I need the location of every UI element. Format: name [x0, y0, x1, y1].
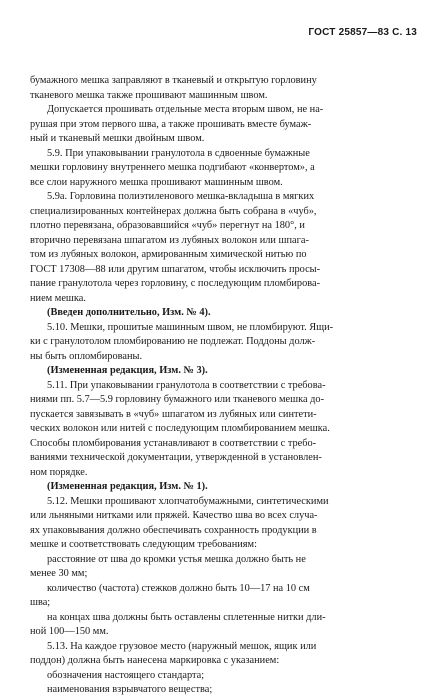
text-line: вторично перевязана шпагатом из лубяных волокон или шпага- [30, 234, 309, 246]
text-line: обозначения настоящего стандарта; [47, 669, 205, 681]
text-line: шва; [30, 597, 51, 608]
text-line: все слои наружного мешка прошивают машинным швом. [30, 176, 283, 188]
text-line: менее 30 мм; [30, 568, 88, 579]
text-line: Способы пломбирования устанавливают в соответствии с требо- [30, 437, 317, 449]
text-line: расстояние от шва до кромки устья мешка должно быть не [47, 553, 306, 565]
text-line: 5.11. При упаковывании гранулотола в соответствии с требова- [47, 379, 326, 391]
text-line: или льняными нитками или пряжей. Качество шва во всех случа- [30, 510, 318, 521]
text-line: ваниями технической документации, утвержденной в установлен- [30, 452, 322, 463]
text-line: том из лубяных волокон, армированным химической нитью по [30, 249, 307, 260]
text-line: Допускается прошивать отдельные места вторым швом, не на- [47, 104, 324, 115]
text-line: ки с гранулотолом пломбированию не подлежат. Поддоны долж- [30, 336, 316, 347]
text-line: 5.9а. Горловина полиэтиленового мешка-вкладыша в мягких [47, 191, 315, 202]
text-line: мешки горловину внутреннего мешка подгибают «конвертом», а [30, 162, 315, 173]
amendment-note: (Введен дополнительно, Изм. № 4). [47, 307, 211, 318]
text-line: ный и тканевый мешки двойным швом. [30, 133, 205, 144]
page-header: ГОСТ 25857—83 С. 13 [308, 27, 417, 38]
text-line: плотно перевязана, образовавшийся «чуб» перегнут на 180°, и [30, 220, 305, 231]
text-line: ниями пп. 5.7—5.9 горловину бумажного или тканевого мешка до- [30, 394, 325, 405]
text-line: 5.13. На каждое грузовое место (наружный мешок, ящик или [47, 640, 317, 652]
text-line: тканевого мешка также прошивают машинным швом. [30, 89, 268, 101]
text-line: рушая при этом первого шва, а также прошивать вместе бумаж- [30, 118, 312, 130]
amendment-note: (Измененная редакция, Изм. № 3). [47, 365, 208, 376]
text-line: пание гранулотола через горловину, с последующим пломбирова- [30, 278, 321, 289]
document-body [30, 74, 416, 698]
text-line: на концах шва должны быть оставлены сплетенные нитки дли- [47, 611, 326, 623]
text-line: ческих волокон или нитей с последующим пломбированием мешка. [30, 423, 330, 434]
text-line: поддон) должна быть нанесена маркировка с указанием: [30, 655, 280, 666]
text-line: ГОСТ 17308—88 или другим шпагатом, чтобы исключить просы- [30, 263, 321, 275]
text-line: наименования взрывчатого вещества; [47, 684, 213, 695]
text-line: ной 100—150 мм. [30, 626, 109, 637]
text-line: пускается завязывать в «чуб» шпагатом из лубяных или синтети- [30, 408, 317, 420]
text-line: 5.10. Мешки, прошитые машинным швом, не пломбируют. Ящи- [47, 321, 334, 333]
text-line: ях упаковывания должно обеспечивать сохранность продукции в [30, 524, 317, 536]
text-line: 5.9. При упаковывании гранулотола в сдвоенные бумажные [47, 147, 310, 159]
text-line: бумажного мешка заправляют в тканевый и открытую горловину [30, 75, 317, 86]
text-line: количество (частота) стежков должно быть 10—17 на 10 см [47, 582, 310, 594]
text-line: специализированных контейнерах должна быть собрана в «чуб», [30, 205, 317, 217]
text-line: ном порядке. [30, 466, 88, 478]
text-line: 5.12. Мешки прошивают хлопчатобумажными, синтетическими [47, 495, 329, 507]
text-line: нием мешка. [30, 292, 86, 304]
text-line: ны быть опломбированы. [30, 350, 143, 362]
amendment-note: (Измененная редакция, Изм. № 1). [47, 481, 208, 492]
text-line: мешке и соответствовать следующим требованиям: [30, 539, 257, 550]
